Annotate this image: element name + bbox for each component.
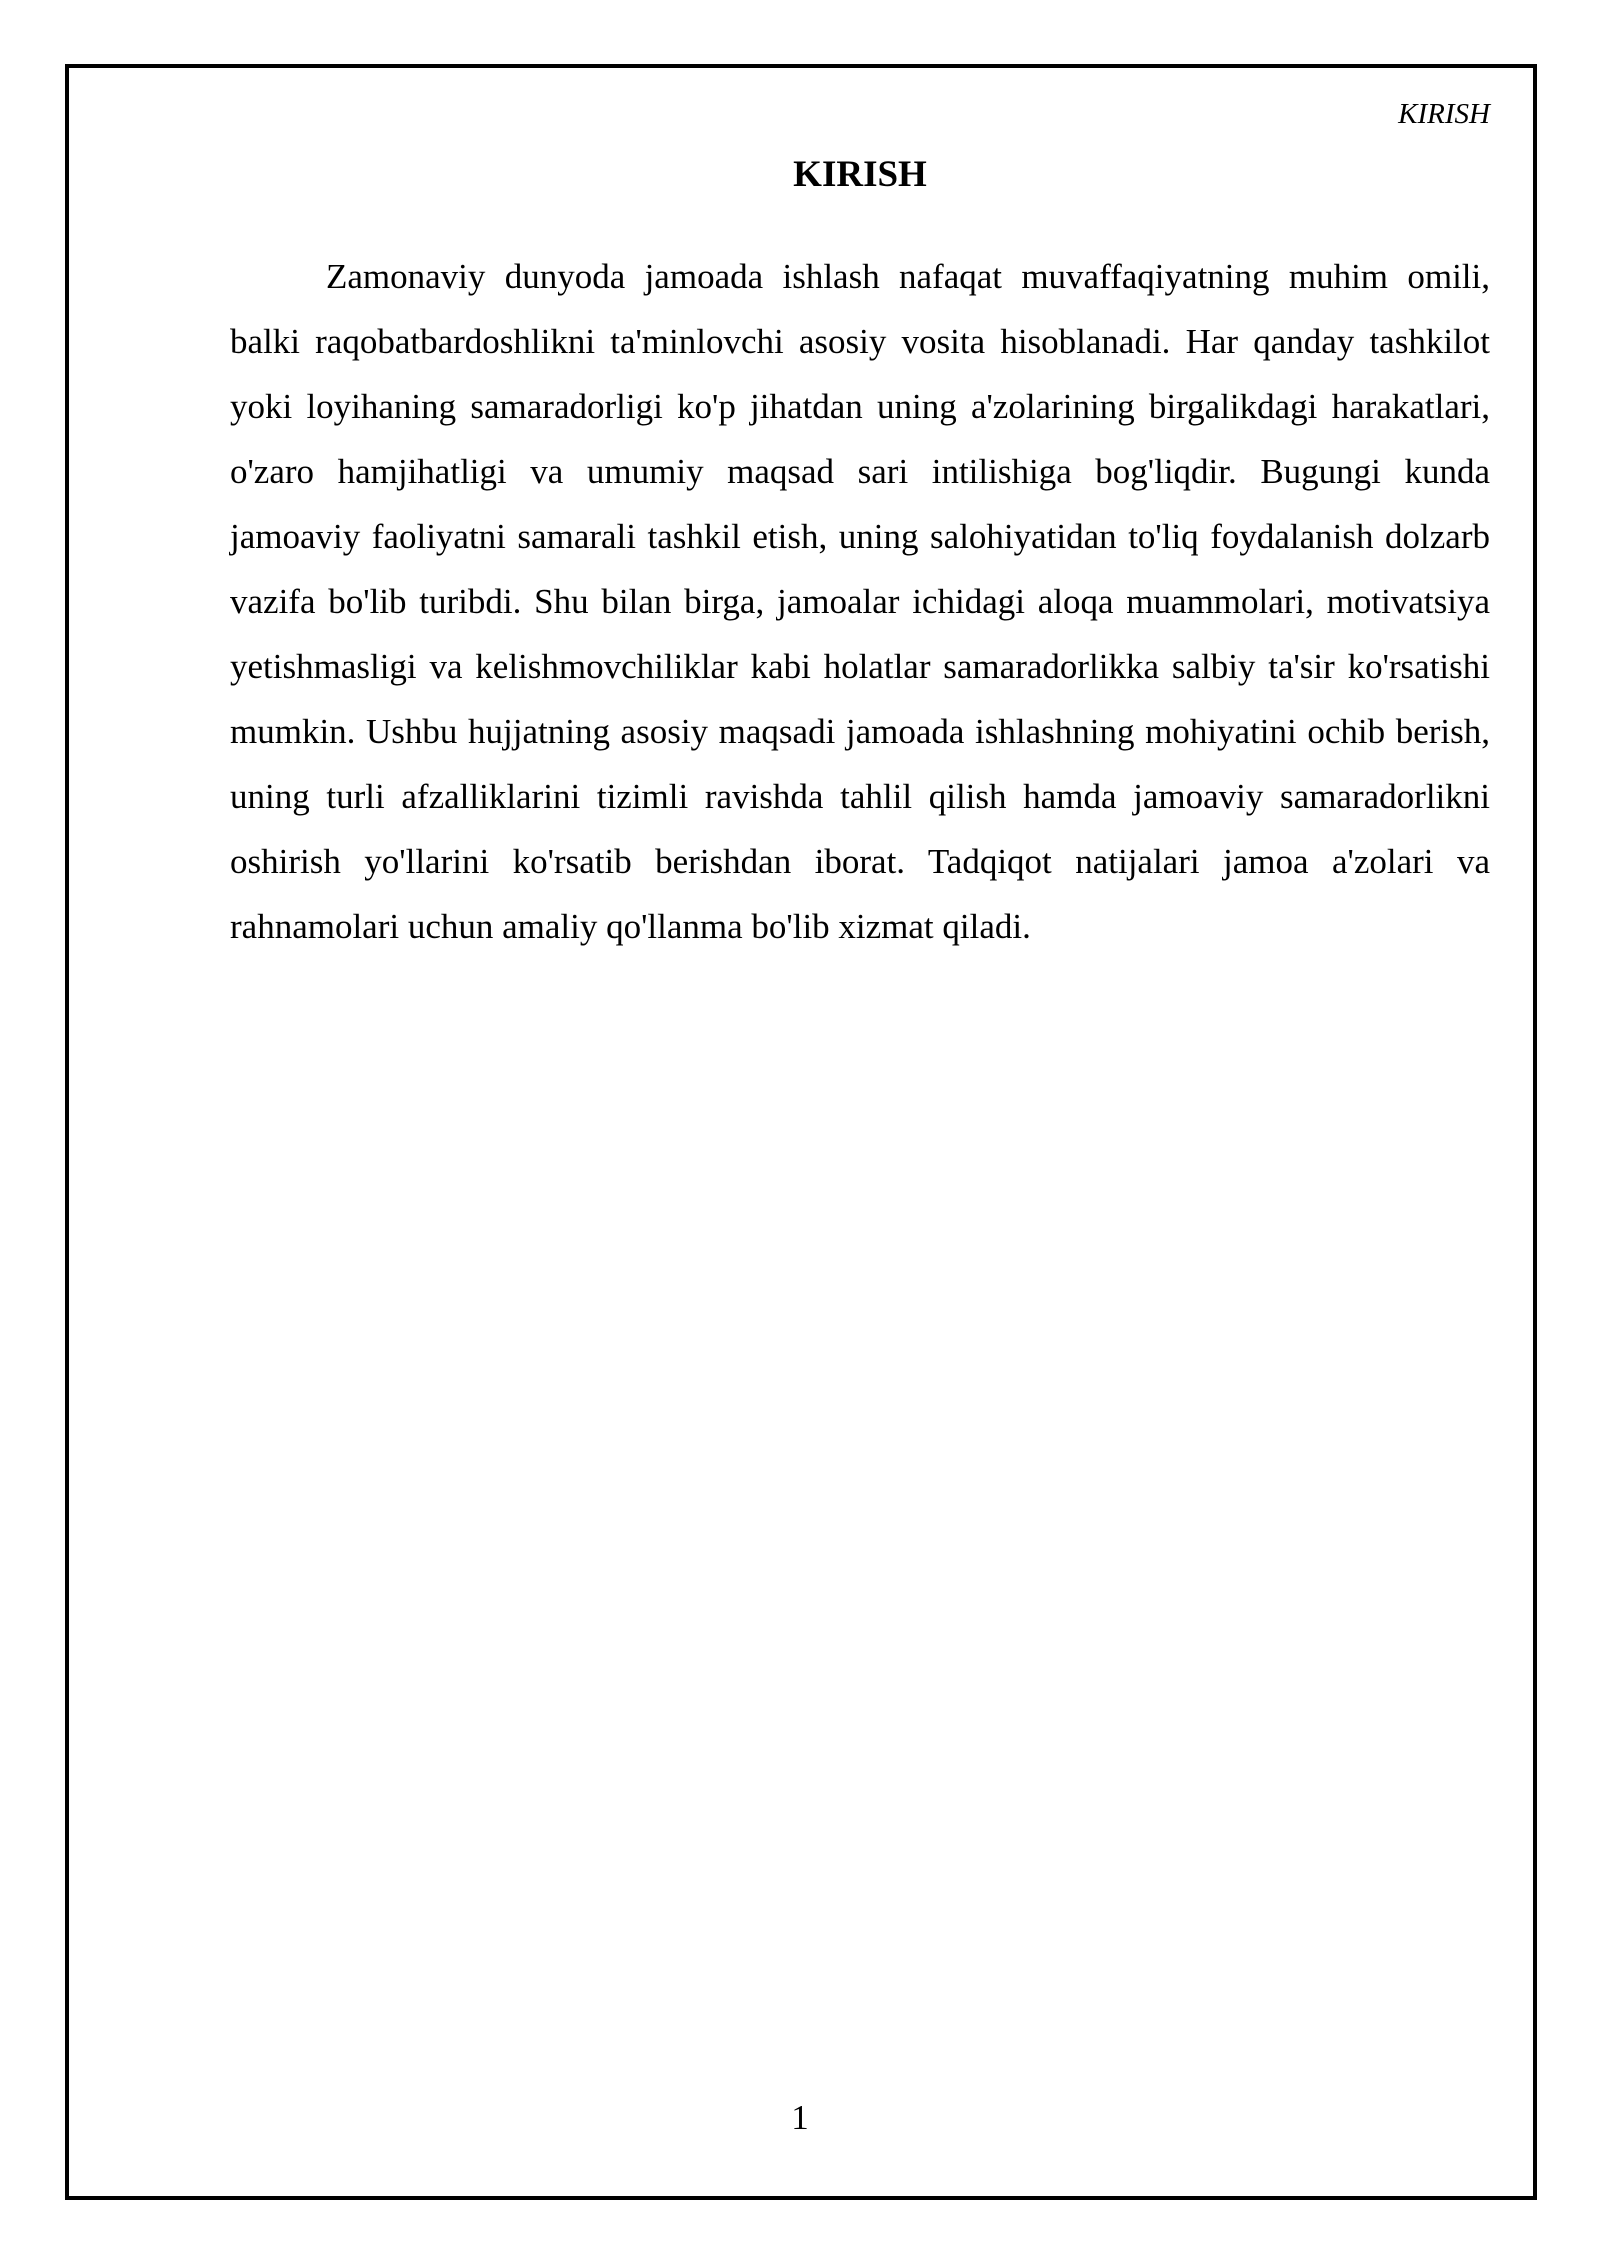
introduction-paragraph: Zamonaviy dunyoda jamoada ishlash nafaqat muvaffaqiyatning muhim omili, balki raqobatbardoshlikni ta'minlovchi asosiy vosita hisoblanadi. Har qanday tashkilot yoki loyihaning samaradorligi ko'p jihatdan uning a'zolarining birgalikdagi harakatlari, o'zaro hamjihatligi va umumiy maqsad sari intilishiga bog'liqdir. Bugungi kunda jamoaviy faoliyatni samarali tashkil etish, uning salohiyatidan to'liq foydalanish dolzarb vazifa bo'lib turibdi. Shu bilan birga, jamoalar ichidagi aloqa muammolari, motivatsiya yetishmasligi va kelishmovchiliklar kabi holatlar samaradorlikka salbiy ta'sir ko'rsatishi mumkin. Ushbu hujjatning asosiy maqsadi jamoada ishlashning mohiyatini ochib berish, uning turli afzalliklarini tizimli ravishda tahlil qilish hamda jamoaviy samaradorlikni oshirish yo'llarini ko'rsatib berishdan iborat. Tadqiqot natijalari jamoa a'zolari va rahnamolari uchun amaliy qo'llanma bo'lib xizmat qiladi. [230, 257, 1490, 946]
page-number: 1 [791, 2098, 809, 2137]
section-heading: KIRISH [793, 154, 927, 195]
running-header: KIRISH [1398, 98, 1490, 130]
